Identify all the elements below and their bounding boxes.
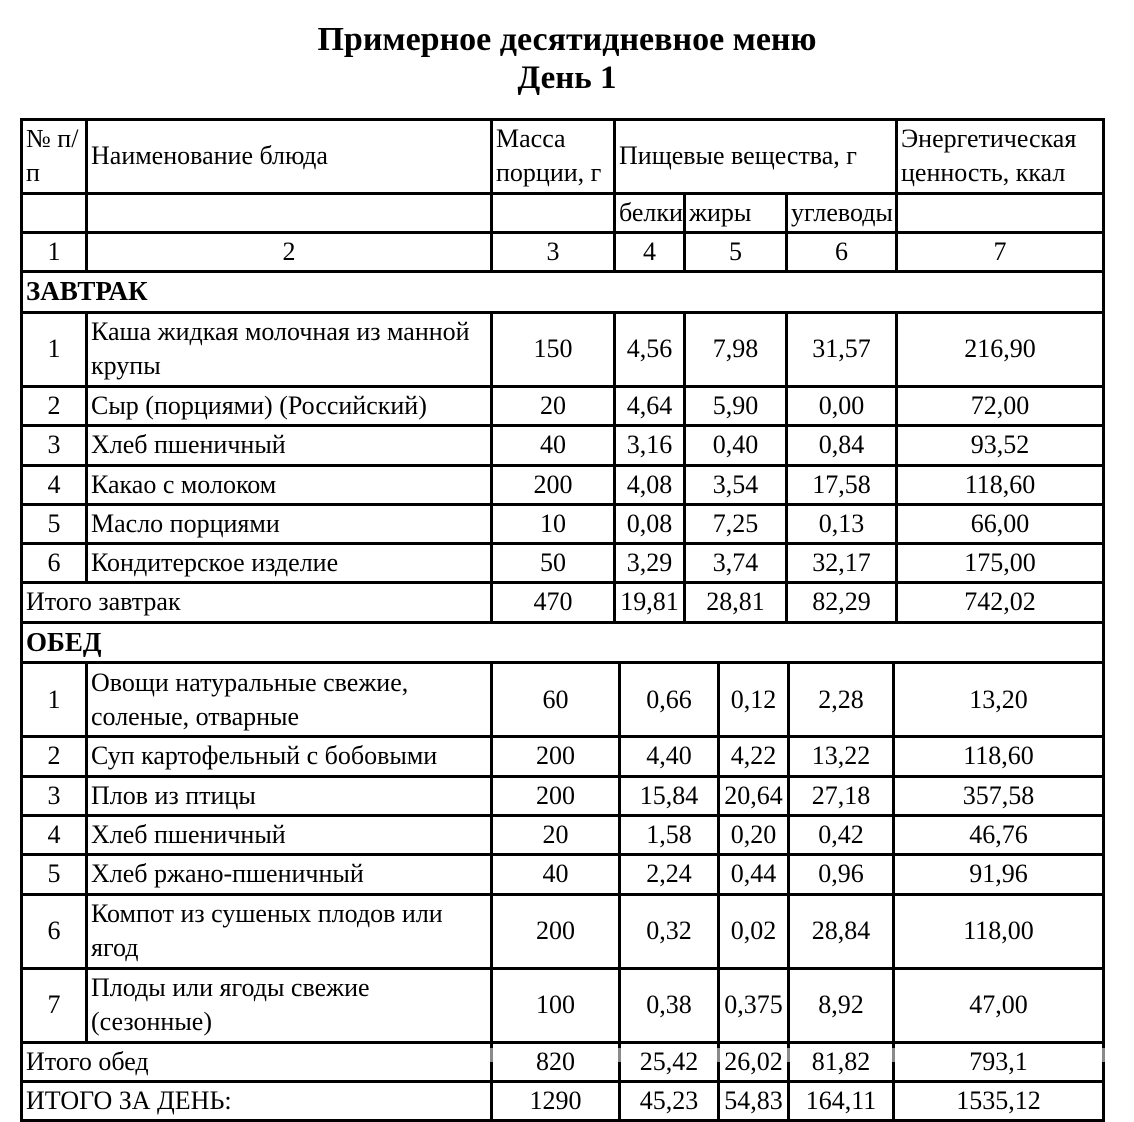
cell-carbs: 0,13 (788, 506, 898, 542)
cell-dish-name: Каша жидкая молочная из манной крупы (88, 314, 493, 385)
section-title: ОБЕД (26, 626, 102, 657)
cell-carbs: 28,84 (790, 896, 895, 967)
cell-carbs: 0,84 (788, 427, 898, 463)
header-empty-cell (23, 195, 88, 231)
cell-protein: 0,66 (621, 664, 720, 735)
colnumber-cell: 4 (616, 234, 686, 270)
table-row (23, 738, 1102, 777)
cell-fat: 4,22 (720, 738, 790, 774)
cell-mass: 200 (493, 738, 621, 774)
cell-fat: 0,375 (720, 970, 790, 1041)
header-cell-carbs: углеводы (788, 195, 898, 231)
header-cell-dish: Наименование блюда (88, 121, 493, 192)
header-cell-energy: Энергетическая ценность, ккал (901, 124, 1077, 188)
total-label: Итого обед (23, 1044, 493, 1080)
cell-row-number: 6 (23, 545, 88, 581)
table-row (23, 388, 1102, 427)
table-row (23, 664, 1102, 738)
cell-carbs: 164,11 (790, 1083, 895, 1119)
table-header-row (23, 121, 1102, 195)
table-colnumber-row (23, 234, 1102, 273)
page-title: Примерное десятидневное меню (317, 21, 817, 58)
cell-dish-name: Плов из птицы (88, 778, 493, 814)
gridline-stub (618, 1048, 621, 1062)
header-cell-num: № п/п (23, 121, 88, 192)
table-row (23, 778, 1102, 817)
cell-energy: 13,20 (969, 684, 1028, 714)
cell-carbs: 17,58 (788, 467, 898, 503)
table-row (23, 506, 1102, 545)
cell-carbs: 82,29 (788, 584, 898, 620)
colnumber-cell: 3 (493, 234, 616, 270)
cell-protein: 4,56 (616, 314, 686, 385)
cell-dish-name: Плоды или ягоды свежие (сезонные) (88, 970, 493, 1041)
cell-mass: 470 (493, 584, 616, 620)
cell-carbs: 13,22 (790, 738, 895, 774)
cell-dish-name: Овощи натуральные свежие, соленые, отварные (88, 664, 493, 735)
header-cell-fat: жиры (686, 195, 788, 231)
cell-fat: 0,12 (720, 664, 790, 735)
cell-mass: 60 (493, 664, 621, 735)
cell-energy: 66,00 (970, 508, 1030, 538)
cell-dish-name: Кондитерское изделие (88, 545, 493, 581)
cell-energy: 93,52 (970, 430, 1030, 460)
cell-energy: 91,96 (969, 859, 1028, 889)
cell-row-number: 3 (23, 778, 88, 814)
cell-mass: 40 (493, 427, 616, 463)
gridline-stub (717, 1048, 720, 1062)
header-empty-cell (898, 195, 1102, 231)
gridline-stub (1102, 1048, 1105, 1062)
cell-row-number: 3 (23, 427, 88, 463)
header-empty-cell (493, 195, 616, 231)
colnumber-cell: 7 (993, 236, 1007, 266)
cell-fat: 54,83 (720, 1083, 790, 1119)
cell-protein: 3,16 (616, 427, 686, 463)
cell-carbs: 27,18 (790, 778, 895, 814)
table-row (23, 545, 1102, 584)
cell-fat: 0,44 (720, 856, 790, 892)
table-row (23, 314, 1102, 388)
cell-protein: 4,08 (616, 467, 686, 503)
cell-energy: 1535,12 (956, 1085, 1041, 1115)
cell-fat: 20,64 (720, 778, 790, 814)
section-header-breakfast (23, 273, 1102, 314)
cell-mass: 50 (493, 545, 616, 581)
cell-carbs: 8,92 (790, 970, 895, 1041)
cell-protein: 3,29 (616, 545, 686, 581)
cell-carbs: 31,57 (788, 314, 898, 385)
cell-protein: 0,08 (616, 506, 686, 542)
table-row (23, 467, 1102, 506)
table-row (23, 970, 1102, 1044)
cell-carbs: 81,82 (790, 1044, 895, 1080)
cell-protein: 25,42 (621, 1044, 720, 1080)
cell-protein: 45,23 (621, 1083, 720, 1119)
section-header-lunch (23, 624, 1102, 665)
table-row (23, 856, 1102, 895)
cell-row-number: 2 (23, 738, 88, 774)
cell-energy: 118,60 (963, 741, 1034, 771)
cell-row-number: 4 (23, 467, 88, 503)
cell-mass: 200 (493, 778, 621, 814)
total-label: Итого завтрак (23, 584, 493, 620)
cell-dish-name: Суп картофельный с бобовыми (88, 738, 493, 774)
cell-energy: 357,58 (962, 780, 1035, 810)
cell-mass: 820 (493, 1044, 621, 1080)
header-empty-cell (88, 195, 493, 231)
gridline-stub (490, 1048, 493, 1062)
cell-energy: 175,00 (964, 548, 1036, 578)
table-row (23, 896, 1102, 970)
cell-carbs: 2,28 (790, 664, 895, 735)
cell-protein: 19,81 (616, 584, 686, 620)
grand-total-row (23, 1083, 1102, 1119)
cell-protein: 0,32 (621, 896, 720, 967)
colnumber-cell: 1 (23, 234, 88, 270)
cell-carbs: 0,00 (788, 388, 898, 424)
cell-row-number: 1 (23, 664, 88, 735)
gridline-stub (892, 1048, 895, 1062)
colnumber-cell: 6 (788, 234, 898, 270)
cell-mass: 10 (493, 506, 616, 542)
cell-energy: 742,02 (964, 587, 1036, 617)
cell-fat: 0,02 (720, 896, 790, 967)
cell-mass: 1290 (493, 1083, 621, 1119)
cell-mass: 100 (493, 970, 621, 1041)
cell-energy: 46,76 (969, 820, 1028, 849)
cell-mass: 200 (493, 467, 616, 503)
cell-mass: 200 (493, 896, 621, 967)
cell-protein: 15,84 (621, 778, 720, 814)
cell-mass: 20 (493, 817, 621, 853)
cell-row-number: 1 (23, 314, 88, 385)
cell-dish-name: Масло порциями (88, 506, 493, 542)
cell-mass: 150 (493, 314, 616, 385)
table-row (23, 427, 1102, 466)
cell-dish-name: Хлеб ржано-пшеничный (88, 856, 493, 892)
cell-fat: 0,40 (686, 427, 788, 463)
colnumber-cell: 5 (686, 234, 788, 270)
header-cell-mass: Масса порции, г (493, 121, 616, 192)
cell-protein: 4,64 (616, 388, 686, 424)
cell-dish-name: Сыр (порциями) (Российский) (88, 388, 493, 424)
menu-table (20, 118, 1105, 1122)
cell-carbs: 32,17 (788, 545, 898, 581)
cell-dish-name: Хлеб пшеничный (88, 427, 493, 463)
total-label: ИТОГО ЗА ДЕНЬ: (23, 1083, 493, 1119)
header-cell-nutrients: Пищевые вещества, г (616, 121, 898, 192)
lunch-total-row (23, 1044, 1102, 1083)
cell-fat: 26,02 (720, 1044, 790, 1080)
cell-protein: 0,38 (621, 970, 720, 1041)
cell-protein: 1,58 (621, 817, 720, 853)
cell-dish-name: Компот из сушеных плодов или ягод (88, 896, 493, 967)
cell-carbs: 0,96 (790, 856, 895, 892)
cell-protein: 2,24 (621, 856, 720, 892)
table-row (23, 817, 1102, 856)
cell-mass: 20 (493, 388, 616, 424)
colnumber-cell: 2 (88, 234, 493, 270)
cell-carbs: 0,42 (790, 817, 895, 853)
cell-fat: 3,54 (686, 467, 788, 503)
cell-energy: 72,00 (970, 390, 1030, 420)
cell-fat: 28,81 (686, 584, 788, 620)
cell-fat: 5,90 (686, 388, 788, 424)
cell-row-number: 4 (23, 817, 88, 853)
header-cell-protein: белки (616, 195, 686, 231)
cell-row-number: 5 (23, 506, 88, 542)
page-subtitle: День 1 (517, 60, 617, 97)
cell-row-number: 7 (23, 970, 88, 1041)
cell-fat: 0,20 (720, 817, 790, 853)
breakfast-total-row (23, 584, 1102, 623)
cell-dish-name: Какао с молоком (88, 467, 493, 503)
cell-row-number: 6 (23, 896, 88, 967)
cell-energy: 47,00 (969, 989, 1028, 1019)
cell-energy: 118,60 (964, 469, 1036, 499)
cell-energy: 118,00 (963, 915, 1034, 945)
table-subheader-row (23, 195, 1102, 234)
cell-energy: 216,90 (964, 334, 1036, 364)
cell-fat: 7,25 (686, 506, 788, 542)
cell-row-number: 5 (23, 856, 88, 892)
cell-fat: 3,74 (686, 545, 788, 581)
gridline-stub (787, 1048, 790, 1062)
cell-fat: 7,98 (686, 314, 788, 385)
cell-mass: 40 (493, 856, 621, 892)
cell-row-number: 2 (23, 388, 88, 424)
section-title: ЗАВТРАК (26, 276, 148, 307)
cell-energy: 793,1 (969, 1046, 1028, 1076)
cell-dish-name: Хлеб пшеничный (88, 817, 493, 853)
cell-protein: 4,40 (621, 738, 720, 774)
